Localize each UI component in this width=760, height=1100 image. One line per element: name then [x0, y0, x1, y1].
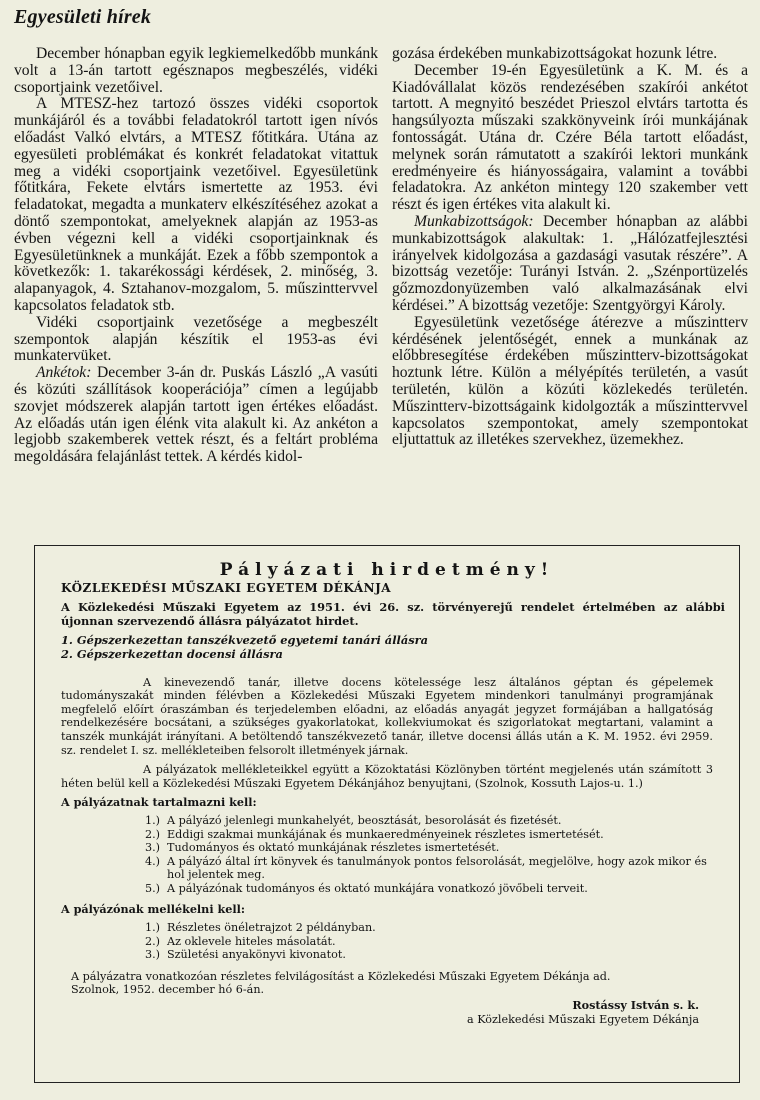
ad-signer-name: Rostássy István s. k.	[572, 998, 699, 1013]
list-number: 5.)	[145, 881, 161, 895]
list-number: 3.)	[145, 841, 161, 855]
paragraph: A MTESZ-hez tartozó összes vidéki csoportok munkájáról és a további feladatokról tartott igen nívós előadást Valkó elvtárs, a MTESZ főtitkára. Utána az egyesületi problémákat és konkrét feladatokat vitattuk meg a vidéki csoportjaink vezetőivel. Egyesületünk főtitkára, Fekete elvtárs ismertette az 1953. évi feladatokat, megadta a munkaterv elkészítéséhez azokat a döntő szempontokat, amelyeknek alapján az 1953-as évben végezni kell a vidéki csoportjainknak és Egyesületünknek a munkáját. Ezek a főbb szempontok a következők: 1. takarékossági kérdések, 2. minőség, 3. alapanyagok, 4. Sztahanov-mozgalom, 5. műszinttervvel kapcsolatos feladatok stb.	[14, 95, 378, 314]
paragraph: December hónapban egyik legkiemelkedőbb munkánk volt a 13-án tartott egésznapos megbeszélés, vidéki csoportjaink vezetőivel.	[14, 45, 378, 96]
list-number: 1.)	[145, 813, 161, 827]
ad-position: 1. Gépszerkezettan tanszékvezető egyetemi tanári állásra	[61, 633, 429, 648]
list-number: 1.)	[145, 921, 161, 935]
ad-attachments-list	[145, 921, 713, 962]
ad-list-heading: A pályázónak mellékelni kell:	[61, 902, 245, 917]
ad-footer	[61, 970, 713, 997]
list-item	[145, 948, 713, 962]
list-text: Eddigi szakmai munkájának és munkaeredményeinek részletes ismertetését.	[167, 827, 604, 841]
paragraph: December 19-én Egyesületünk a K. M. és a Kiadóvállalat közös rendezésében szakírói ankétot tartott. A megnyitó beszédet Prieszol elvtárs tartotta és hangsúlyozta műszaki szakkönyveink írói munkájának fontosságát. Utána dr. Czére Béla tartott előadást, melynek során rámutatott a szakírói lektori munkánk eredményeire és hiányosságaira, valamint a további feladatokra. Az ankéton mintegy 120 szakember vett részt és igen értékes vita alakult ki.	[392, 61, 748, 214]
ad-position: 2. Gépszerkezettan docensi állásra	[61, 646, 283, 661]
ad-body: A pályázatok mellékleteikkel együtt a Közoktatási Közlönyben történt megjelenés után számított 3 héten belül kell a Közlekedési Műszaki Egyetem Dékánjához benyujtani, (Szolnok, Kossuth Lajos-u. 1.)	[61, 763, 713, 790]
ad-subtitle: KÖZLEKEDÉSI MŰSZAKI EGYETEM DÉKÁNJA	[61, 580, 392, 595]
paragraph: Vidéki csoportjaink vezetősége a megbeszélt szempontok alapján készítik el 1953-as évi munkatervüket.	[14, 313, 378, 365]
paragraph: gozása érdekében munkabizottságokat hozunk létre.	[392, 45, 718, 62]
left-column	[14, 46, 378, 466]
list-text: Részletes önéletrajzot 2 példányban.	[167, 921, 376, 935]
list-number: 3.)	[145, 948, 161, 962]
list-text: A pályázó által írt könyvek és tanulmányok pontos felsorolását, megjelölve, hogy azok mikor és hol jelentek meg.	[167, 854, 707, 882]
list-text: Az oklevele hiteles másolatát.	[167, 934, 336, 948]
list-text: Születési anyakönyvi kivonatot.	[167, 948, 346, 962]
list-item	[145, 814, 713, 828]
ad-date: Szolnok, 1952. december hó 6-án.	[71, 983, 265, 997]
paragraph-lead: Ankétok:	[36, 364, 92, 382]
paragraph: Egyesületünk vezetősége átérezve a műszintterv kérdésének jelentőségét, ennek a munkának az előbbresegítése érdekében műszintterv-bizottságokat hoztunk létre. Külön a mélyépítés területén, a vasút területén, külön a közúti közlekedés területén. Műszintterv-bizottságaink kidolgozták a műszinttervvel kapcsolatos szempontokat, amely szempontokat eljuttattuk az illetékes szervekhez, üzemekhez.	[392, 313, 748, 449]
list-number: 4.)	[145, 854, 161, 868]
list-item	[145, 935, 713, 949]
list-number: 2.)	[145, 827, 161, 841]
list-number: 2.)	[145, 934, 161, 948]
paragraph	[14, 365, 378, 466]
paragraph-lead: Munkabizottságok:	[414, 212, 534, 230]
paragraph-text: December 3-án dr. Puskás László „A vasúti és közúti szállítások kooperációja” címen a legújabb szovjet módszerek alapján tartott igen értékes előadást. Az előadás után igen élénk vita alakult ki. Az ankéton a legjobb szakemberek vettek részt, és a feltárt probléma megoldására felajánlást tettek. A kérdés kidol-	[14, 364, 378, 466]
list-item	[145, 841, 713, 855]
ad-requirements-list	[145, 814, 713, 896]
right-column	[392, 46, 748, 449]
ad-body: A kinevezendő tanár, illetve docens kötelessége lesz általános géptan és gépelemek tudományszakát minden félévben a Közlekedési Műszaki Egyetem mindenkori tanulmányi programjának megfelelő előírt óraszámban és terjedelemben előadni, az előadás anyagát jegyzet formájában a hallgatóság rendelkezésére bocsátani, a szükséges gyakorlatokat, kollekviumokat és szigorlatokat megtartani, valamint a tanszék munkáját irányítani. A betöltendő tanszékvezető tanár, illetve docensi állás után a K. M. 1952. évi 2959. sz. rendelet I. sz. mellékleteiben felsorolt illetmények járnak.	[61, 675, 713, 757]
ad-title: Pályázati hirdetmény!	[219, 560, 555, 580]
ad-signature	[35, 999, 699, 1026]
paragraph-text: December hónapban az alábbi munkabizottságok alakultak: 1. „Hálózatfejlesztési irányelvek kidolgozása a gazdasági vasutak részére”. A bizottság vezetője: Turányi István. 2. „Szénportüzelés gőzmozdonyüzemben való alkalmazásának elvi kérdései.” A bizottság vezetője: Szentgyörgyi Károly.	[392, 212, 748, 314]
section-title: Egyesületi hírek	[14, 6, 152, 28]
paragraph	[392, 214, 748, 315]
ad-footer-text: A pályázatra vonatkozóan részletes felvilágosítást a Közlekedési Műszaki Egyetem Dékánja ad.	[71, 969, 611, 983]
list-text: Tudományos és oktató munkájának részletes ismertetését.	[167, 841, 500, 855]
list-item	[145, 882, 713, 896]
ad-list-heading: A pályázatnak tartalmazni kell:	[61, 795, 257, 810]
list-text: A pályázónak tudományos és oktató munkájára vonatkozó jövőbeli terveit.	[167, 881, 588, 895]
ad-signer-title: a Közlekedési Műszaki Egyetem Dékánja	[467, 1012, 699, 1026]
list-item	[145, 828, 713, 842]
list-item	[145, 855, 713, 882]
ad-intro: A Közlekedési Műszaki Egyetem az 1951. évi 26. sz. törvényerejű rendelet értelmében az alábbi újonnan szervezendő állásra pályázatot hirdet.	[61, 600, 725, 628]
list-item	[145, 921, 713, 935]
list-text: A pályázó jelenlegi munkahelyét, beosztását, besorolását és fizetését.	[167, 813, 562, 827]
job-advertisement-box	[34, 545, 740, 1083]
